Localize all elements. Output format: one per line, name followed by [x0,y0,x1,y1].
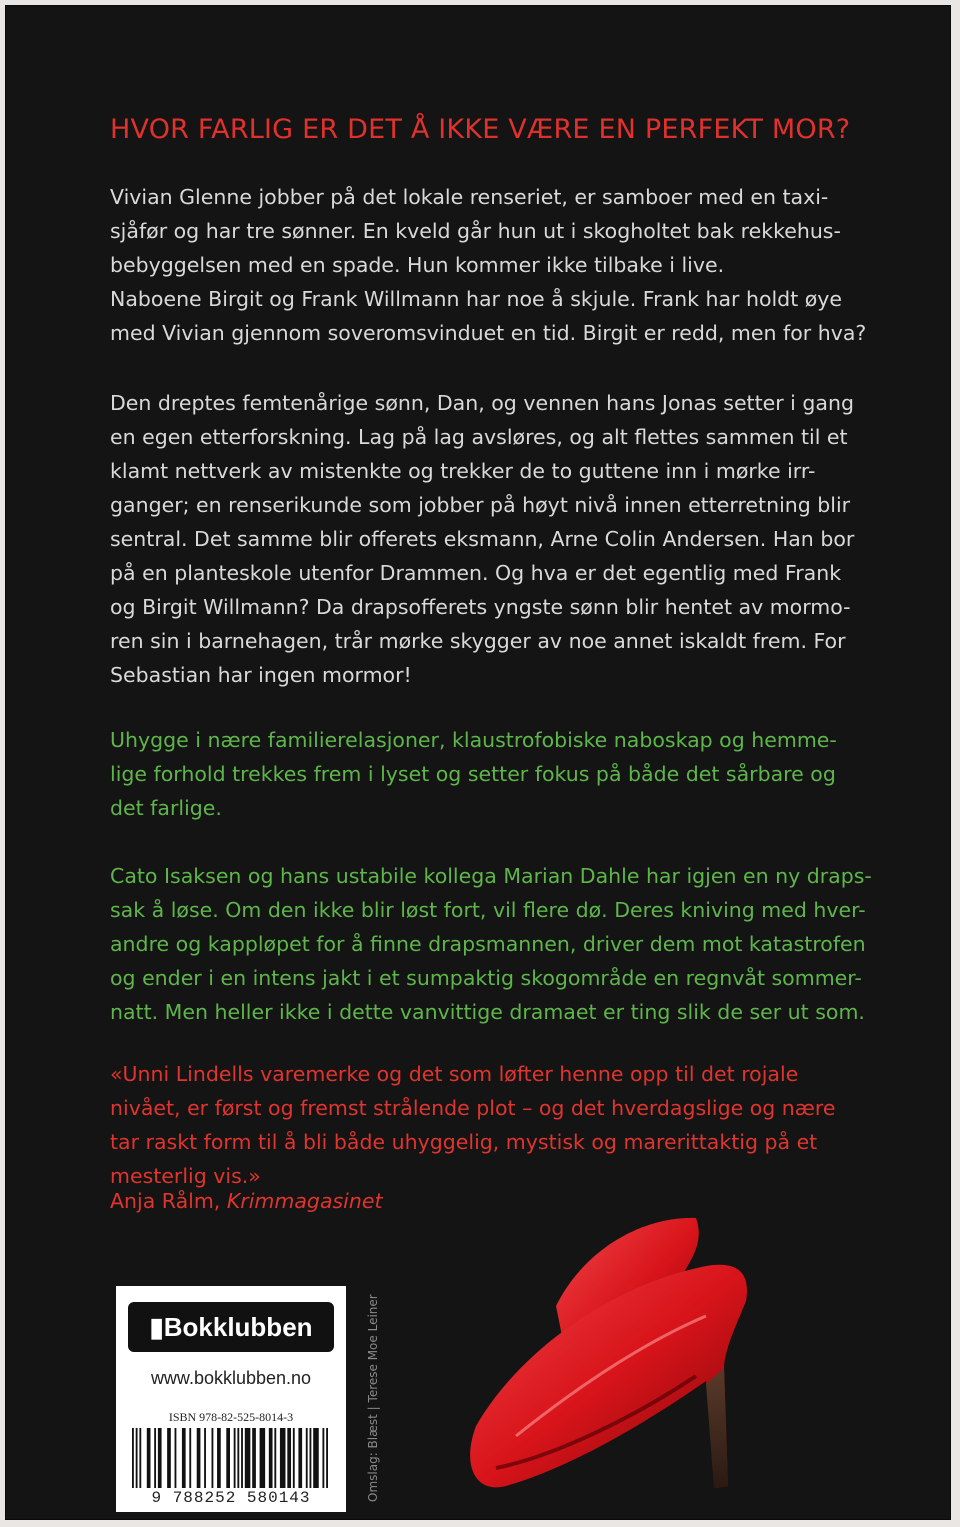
barcode-bar [204,1428,206,1488]
plot-paragraph: Cato Isaksen og hans ustabile kollega Marian Dahle har igjen en ny draps- sak å løse. Om den ikke blir løst fort, vil flere dø. Deres kniving med hver- andre og kappløpet for å finne drapsmannen, driver dem mot katastrofen og ender i en intens jakt i et sumpaktig skogområde en regnvåt sommer- natt. Men heller ikke i dette vanvittige dramaet er ting slik de ser ut som. [110,864,872,1024]
barcode-bar [182,1428,186,1488]
barcode-bar [252,1428,256,1488]
barcode-bar [269,1428,273,1488]
barcode-bar [241,1428,243,1488]
barcode-bar [167,1428,171,1488]
barcode-bar [260,1428,266,1488]
barcode-bar [212,1428,214,1488]
barcode-bar [175,1428,177,1488]
barcode-bar [298,1428,302,1488]
bokklubben-logo: ▮Bokklubben [128,1302,334,1352]
barcode-bar [197,1428,201,1488]
publisher-barcode-card [116,1286,346,1512]
red-high-heel-shoes [406,1206,786,1506]
barcode-digits: 9 788252 580143 [151,1489,311,1507]
barcode-bar [245,1428,251,1488]
barcode-bar [306,1428,308,1488]
publisher-url: www.bokklubben.no [150,1368,312,1388]
barcode-bar [136,1428,138,1488]
barcode-bar [322,1428,324,1488]
synopsis-paragraph-2: Den dreptes femtenårige sønn, Dan, og vennen hans Jonas setter i gang en egen etterforskning. Lag på lag avsløres, og alt flettes sammen til et klamt nettverk av mistenkte og trekker de to guttene inn i mørke irr- ganger; en renserikunde som jobber på høyt nivå innen etterretning blir sentral. Det samme blir offerets eksmann, Arne Colin Andersen. Han bor på en planteskole utenfor Drammen. Og hva er det egentlig med Frank og Birgit Willmann? Da drapsofferets yngste sønn blir hentet av mormo- ren sin i barnehagen, trår mørke skygger av noe annet iskaldt frem. For Sebastian har ingen mormor! [110,391,855,687]
cover-credit: Omslag: Blæst | Terese Moe Leiner [366,1294,380,1502]
synopsis-paragraph-1: Vivian Glenne jobber på det lokale renseriet, er samboer med en taxi- sjåfør og har tre sønner. En kveld går hun ut i skogholtet bak rekkehus- bebyggelsen med en spade. Hun kommer ikke tilbake i live. Naboene Birgit og Frank Willmann har noe å skjule. Frank har holdt øye med Vivian gjennom soveromsvinduet en tid. Birgit er redd, men for hva? [110,185,867,345]
barcode-bar [132,1428,134,1488]
barcode [130,1428,330,1488]
quote-attribution [110,1189,383,1213]
barcode-bar [189,1428,191,1488]
book-back-cover [6,6,950,1519]
quote-author-name: Anja Rålm, [110,1189,221,1213]
barcode-bar [217,1428,221,1488]
barcode-bar [310,1428,312,1488]
barcode-bar [293,1428,295,1488]
barcode-bar [147,1428,151,1488]
barcode-bar [287,1428,291,1488]
theme-paragraph: Uhygge i nære familierelasjoner, klaustrofobiske naboskap og hemme- lige forhold trekkes frem i lyset og setter fokus på både det sårbare og det farlige. [110,728,837,820]
quote-source: Krimmagasinet [226,1189,383,1213]
barcode-bar [234,1428,236,1488]
barcode-bar [237,1428,239,1488]
barcode-bar [280,1428,286,1488]
barcode-bar [154,1428,156,1488]
review-quote: «Unni Lindells varemerke og det som løfter henne opp til det rojale nivået, er først og fremst strålende plot – og det hverdagslige og nære tar raskt form til å bli både uhyggelig, mystisk og marerittaktig på et mesterlig vis.» [110,1062,836,1188]
barcode-bar [139,1428,141,1488]
barcode-bar [326,1428,328,1488]
barcode-bar [226,1428,230,1488]
barcode-bar [158,1428,162,1488]
headline: HVOR FARLIG ER DET Å IKKE VÆRE EN PERFEKT MOR? [110,114,851,145]
isbn-label: ISBN 978-82-525-8014-3 [168,1410,294,1424]
barcode-bar [274,1428,276,1488]
barcode-bar [313,1428,319,1488]
